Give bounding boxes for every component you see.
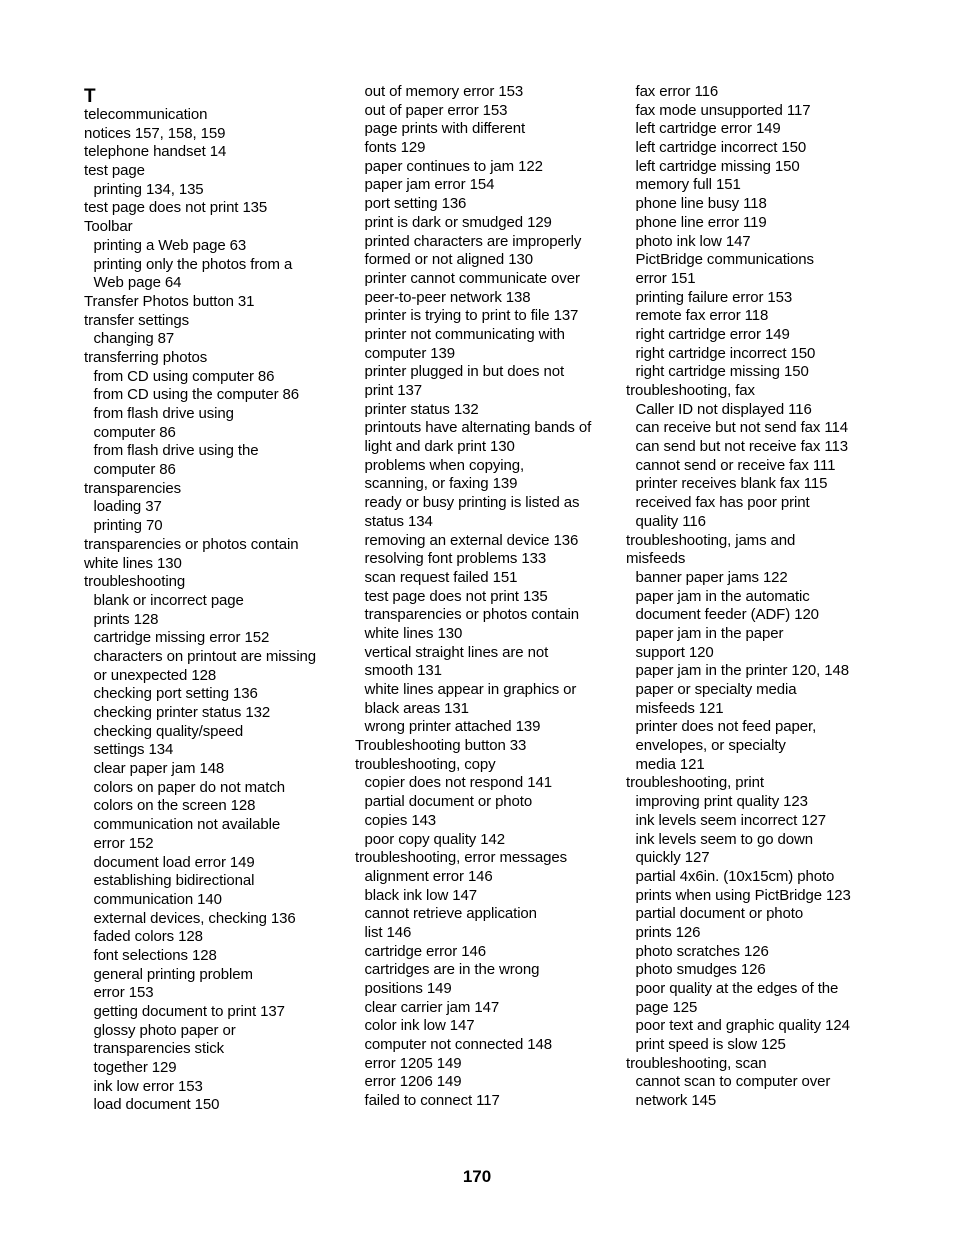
index-subentry: printing a Web page 63	[93, 236, 247, 254]
index-subentry: ready or busy printing is listed as	[364, 494, 580, 512]
index-subentry: positions 149	[364, 980, 452, 997]
index-subentry: peer-to-peer network 138	[364, 288, 531, 306]
index-subentry: quality 116	[635, 512, 706, 530]
index-entry: troubleshooting, error messages	[355, 849, 568, 867]
index-subentry: printer not communicating with	[364, 325, 565, 343]
index-subentry: error 1205 149	[364, 1054, 462, 1072]
index-subentry: resolving font problems 133	[364, 550, 547, 568]
index-subentry: colors on the screen 128	[93, 797, 256, 815]
index-entry: notices 157, 158, 159	[84, 124, 226, 142]
index-entry: Transfer Photos button 31	[84, 292, 255, 310]
index-column-3	[626, 83, 888, 1111]
index-subentry: alignment error 146	[364, 867, 493, 885]
index-subentry: from CD using the computer 86	[93, 386, 300, 404]
index-subentry: document feeder (ADF) 120	[635, 606, 819, 624]
index-subentry: scan request failed 151	[364, 568, 518, 586]
index-subentry: partial 4x6in. (10x15cm) photo	[635, 867, 835, 885]
index-subentry: paper or specialty media	[635, 681, 797, 698]
index-subentry: fax error 116	[635, 83, 719, 100]
index-subentry: or unexpected 128	[93, 666, 217, 684]
index-subentry: paper jam in the printer 120, 148	[635, 662, 850, 680]
index-subentry: photo smudges 126	[635, 961, 766, 979]
index-entry: troubleshooting, copy	[355, 755, 496, 773]
index-subentry: computer not connected 148	[364, 1036, 553, 1054]
index-subentry: media 121	[635, 755, 705, 773]
index-subentry: status 134	[364, 512, 433, 530]
index-subentry: transparencies or photos contain	[364, 606, 579, 624]
index-subentry: color ink low 147	[364, 1017, 475, 1035]
index-subentry: paper continues to jam 122	[364, 157, 543, 175]
index-subentry: printer receives blank fax 115	[635, 475, 828, 493]
index-entry: transparencies or photos contain	[84, 535, 299, 553]
index-subentry: printer status 132	[364, 400, 479, 418]
index-subentry: printer does not feed paper,	[635, 718, 817, 736]
index-entry: misfeeds	[626, 550, 686, 568]
index-entry: telephone handset 14	[84, 143, 227, 161]
index-column-1	[84, 83, 346, 1115]
index-subentry: printer cannot communicate over	[364, 269, 580, 287]
index-entry: transferring photos	[84, 348, 208, 366]
index-subentry: prints 128	[93, 610, 159, 628]
index-subentry: colors on paper do not match	[93, 778, 285, 796]
index-subentry: out of paper error 153	[364, 101, 508, 119]
index-entry: telecommunication	[84, 106, 208, 123]
index-entry: test page does not print 135	[84, 199, 268, 217]
index-subentry: blank or incorrect page	[93, 591, 244, 609]
index-subentry: banner paper jams 122	[635, 568, 788, 586]
index-subentry: test page does not print 135	[364, 587, 548, 605]
index-subentry: print speed is slow 125	[635, 1036, 786, 1054]
index-subentry: improving print quality 123	[635, 793, 808, 811]
index-subentry: remote fax error 118	[635, 307, 769, 325]
index-column-2	[355, 83, 617, 1111]
index-subentry: out of memory error 153	[364, 83, 524, 100]
index-entry: transfer settings	[84, 311, 190, 329]
index-subentry: communication 140	[93, 890, 222, 908]
index-subentry: clear paper jam 148	[93, 760, 225, 778]
index-subentry: ink levels seem to go down	[635, 830, 813, 848]
index-subentry: settings 134	[93, 741, 174, 759]
index-subentry: glossy photo paper or	[93, 1021, 236, 1039]
index-subentry: printing failure error 153	[635, 288, 793, 306]
index-letter-heading: T	[84, 86, 96, 107]
index-subentry: computer 86	[93, 423, 176, 441]
index-subentry: prints 126	[635, 923, 701, 941]
index-subentry: ink low error 153	[93, 1077, 203, 1095]
index-subentry: page 125	[635, 998, 698, 1016]
index-entry: transparencies	[84, 479, 181, 497]
index-subentry: clear carrier jam 147	[364, 998, 500, 1016]
index-subentry: changing 87	[93, 330, 175, 348]
index-subentry: cannot scan to computer over	[635, 1073, 831, 1091]
index-subentry: failed to connect 117	[364, 1092, 500, 1110]
index-entry: white lines 130	[84, 554, 182, 572]
index-subentry: right cartridge incorrect 150	[635, 344, 816, 362]
index-subentry: cartridge missing error 152	[93, 629, 270, 647]
index-subentry: printing 134, 135	[93, 180, 204, 198]
index-subentry: received fax has poor print	[635, 494, 810, 512]
index-subentry: together 129	[93, 1059, 177, 1077]
index-subentry: phone line busy 118	[635, 195, 767, 213]
index-subentry: vertical straight lines are not	[364, 643, 549, 661]
index-subentry: external devices, checking 136	[93, 909, 296, 927]
index-subentry: fonts 129	[364, 139, 426, 157]
index-entry: test page	[84, 162, 145, 180]
index-subentry: left cartridge error 149	[635, 120, 781, 138]
index-subentry: cartridge error 146	[364, 942, 486, 960]
index-subentry: partial document or photo	[635, 905, 804, 923]
index-subentry: faded colors 128	[93, 928, 203, 946]
index-subentry: communication not available	[93, 816, 281, 834]
index-subentry: checking quality/speed	[93, 722, 244, 740]
page-number: 170	[462, 1167, 492, 1186]
index-subentry: printing 70	[93, 517, 163, 535]
index-subentry: PictBridge communications	[635, 251, 814, 269]
index-entry: troubleshooting, print	[626, 774, 764, 792]
index-subentry: poor quality at the edges of the	[635, 980, 839, 997]
index-subentry: port setting 136	[364, 195, 467, 213]
index-entry: troubleshooting	[84, 573, 186, 591]
index-subentry: getting document to print 137	[93, 1003, 285, 1020]
index-subentry: print is dark or smudged 129	[364, 213, 552, 231]
index-subentry: envelopes, or specialty	[635, 737, 786, 755]
index-subentry: general printing problem	[93, 965, 253, 983]
index-subentry: memory full 151	[635, 176, 741, 194]
index-subentry: black ink low 147	[364, 886, 478, 904]
index-subentry: printed characters are improperly	[364, 232, 582, 250]
index-subentry: photo scratches 126	[635, 942, 769, 960]
index-subentry: misfeeds 121	[635, 699, 724, 717]
index-subentry: black areas 131	[364, 699, 469, 717]
index-subentry: printer plugged in but does not	[364, 363, 565, 381]
index-subentry: error 152	[93, 834, 154, 852]
index-subentry: error 1206 149	[364, 1073, 462, 1091]
index-subentry: establishing bidirectional	[93, 872, 255, 890]
index-subentry: Caller ID not displayed 116	[635, 400, 812, 418]
index-subentry: support 120	[635, 643, 714, 661]
index-subentry: printouts have alternating bands of	[364, 419, 592, 437]
index-subentry: from flash drive using the	[93, 442, 259, 460]
index-subentry: copies 143	[364, 811, 437, 829]
index-subentry: formed or not aligned 130	[364, 251, 533, 269]
index-subentry: transparencies stick	[93, 1040, 225, 1058]
index-subentry: left cartridge incorrect 150	[635, 139, 807, 157]
index-subentry: white lines 130	[364, 624, 463, 642]
index-subentry: light and dark print 130	[364, 438, 515, 456]
index-subentry: document load error 149	[93, 853, 255, 871]
index-subentry: photo ink low 147	[635, 232, 751, 250]
index-subentry: poor copy quality 142	[364, 830, 505, 848]
index-subentry: can receive but not send fax 114	[635, 419, 848, 437]
index-subentry: paper jam in the automatic	[635, 587, 810, 605]
index-subentry: computer 139	[364, 344, 456, 362]
index-entry: Toolbar	[84, 218, 133, 236]
index-subentry: network 145	[635, 1092, 717, 1110]
index-subentry: printer is trying to print to file 137	[364, 307, 579, 325]
index-subentry: removing an external device 136	[364, 531, 579, 549]
index-subentry: page prints with different	[364, 120, 526, 138]
index-subentry: smooth 131	[364, 662, 442, 680]
index-subentry: load document 150	[93, 1096, 220, 1114]
index-subentry: paper jam error 154	[364, 176, 495, 194]
index-subentry: partial document or photo	[364, 793, 533, 811]
index-subentry: wrong printer attached 139	[364, 718, 541, 736]
index-subentry: problems when copying,	[364, 456, 525, 474]
index-subentry: loading 37	[93, 498, 162, 516]
index-entry: troubleshooting, fax	[626, 382, 755, 399]
index-subentry: can send but not receive fax 113	[635, 438, 848, 456]
index-subentry: right cartridge missing 150	[635, 363, 809, 381]
index-entry: troubleshooting, scan	[626, 1054, 767, 1072]
index-subentry: prints when using PictBridge 123	[635, 886, 851, 904]
index-subentry: from flash drive using	[93, 405, 234, 422]
index-subentry: computer 86	[93, 461, 176, 479]
index-subentry: scanning, or faxing 139	[364, 475, 518, 493]
index-subentry: phone line error 119	[635, 213, 767, 231]
index-subentry: left cartridge missing 150	[635, 157, 800, 175]
index-subentry: characters on printout are missing	[93, 647, 317, 665]
index-subentry: white lines appear in graphics or	[364, 681, 577, 698]
index-subentry: font selections 128	[93, 946, 217, 964]
index-entry: Troubleshooting button 33	[355, 737, 527, 755]
index-subentry: fax mode unsupported 117	[635, 101, 811, 119]
index-subentry: printing only the photos from a	[93, 255, 293, 273]
index-subentry: poor text and graphic quality 124	[635, 1017, 850, 1035]
index-subentry: paper jam in the paper	[635, 624, 784, 642]
index-subentry: checking port setting 136	[93, 685, 258, 703]
index-subentry: list 146	[364, 923, 412, 941]
index-subentry: cannot send or receive fax 111	[635, 456, 836, 474]
index-entry: troubleshooting, jams and	[626, 531, 796, 549]
index-subentry: cartridges are in the wrong	[364, 961, 540, 979]
index-subentry: print 137	[364, 382, 422, 399]
index-subentry: Web page 64	[93, 274, 182, 292]
index-subentry: from CD using computer 86	[93, 367, 275, 385]
index-subentry: right cartridge error 149	[635, 325, 790, 343]
index-subentry: checking printer status 132	[93, 704, 271, 721]
index-subentry: cannot retrieve application	[364, 905, 537, 923]
index-subentry: error 153	[93, 984, 154, 1002]
index-subentry: error 151	[635, 269, 696, 287]
index-subentry: ink levels seem incorrect 127	[635, 811, 827, 829]
index-subentry: quickly 127	[635, 849, 710, 867]
index-subentry: copier does not respond 141	[364, 774, 552, 792]
